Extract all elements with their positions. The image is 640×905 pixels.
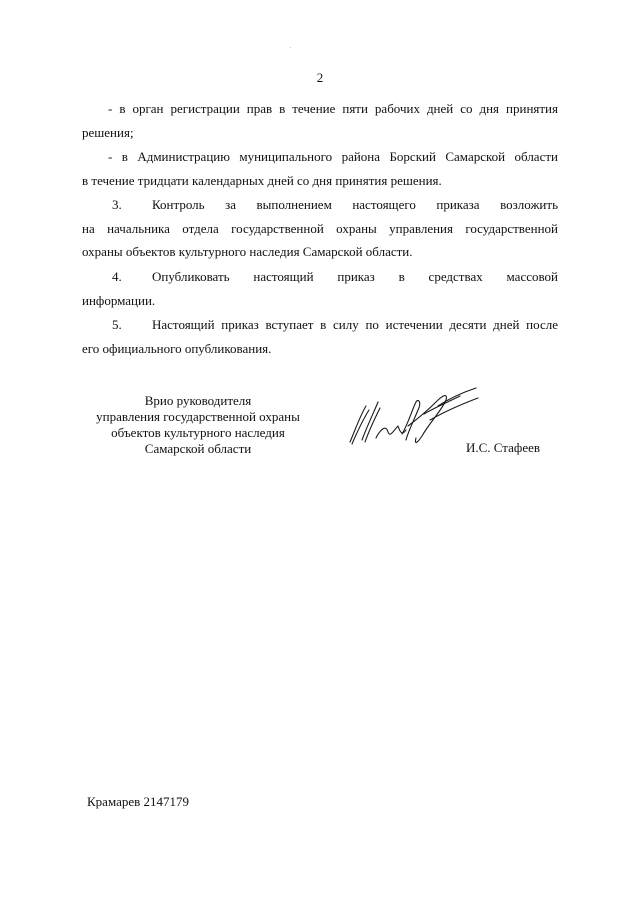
signatory-title-line: объектов культурного наследия xyxy=(111,425,285,440)
scan-speck: · xyxy=(289,44,292,52)
paragraph-item-5 xyxy=(82,313,558,360)
paragraph-line: - в Администрацию муниципального района Борский Самарской области xyxy=(108,149,558,164)
paragraph-administration xyxy=(82,145,558,192)
executor-info: Крамарев 2147179 xyxy=(87,794,190,809)
paragraph-line: его официального опубликования. xyxy=(82,340,272,356)
paragraph-line: Настоящий приказ вступает в силу по истечении десяти дней после xyxy=(152,317,558,332)
paragraph-line: Опубликовать настоящий приказ в средствах массовой xyxy=(152,269,558,284)
paragraph-item-4 xyxy=(82,265,558,312)
paragraph-line: - в орган регистрации прав в течение пяти рабочих дней со дня принятия xyxy=(108,101,558,116)
signer-name: И.С. Стафеев xyxy=(466,440,541,455)
signatory-title-line: управления государственной охраны xyxy=(96,409,300,424)
paragraph-line: на начальника отдела государственной охраны управления государственной xyxy=(82,220,558,236)
paragraph-line: Контроль за выполнением настоящего приказа возложить xyxy=(152,197,558,212)
paragraph-registration xyxy=(82,97,558,144)
paragraph-line: информации. xyxy=(82,292,156,308)
item-number: 5. xyxy=(112,317,122,332)
paragraph-line: в течение тридцати календарных дней со дня принятия решения. xyxy=(82,172,442,188)
paragraph-line: решения; xyxy=(82,124,134,140)
paragraph-item-3 xyxy=(82,193,558,264)
item-number: 4. xyxy=(112,269,122,284)
numbered-line xyxy=(82,313,558,337)
page-number: 2 xyxy=(316,70,324,85)
signatory-title-line: Врио руководителя xyxy=(144,393,252,408)
item-number: 3. xyxy=(112,197,122,212)
signatory-title-line: Самарской области xyxy=(144,441,252,456)
paragraph-line: охраны объектов культурного наследия Самарской области. xyxy=(82,244,413,259)
numbered-line xyxy=(82,265,558,289)
numbered-line xyxy=(82,193,558,217)
signatory-title xyxy=(78,393,318,457)
